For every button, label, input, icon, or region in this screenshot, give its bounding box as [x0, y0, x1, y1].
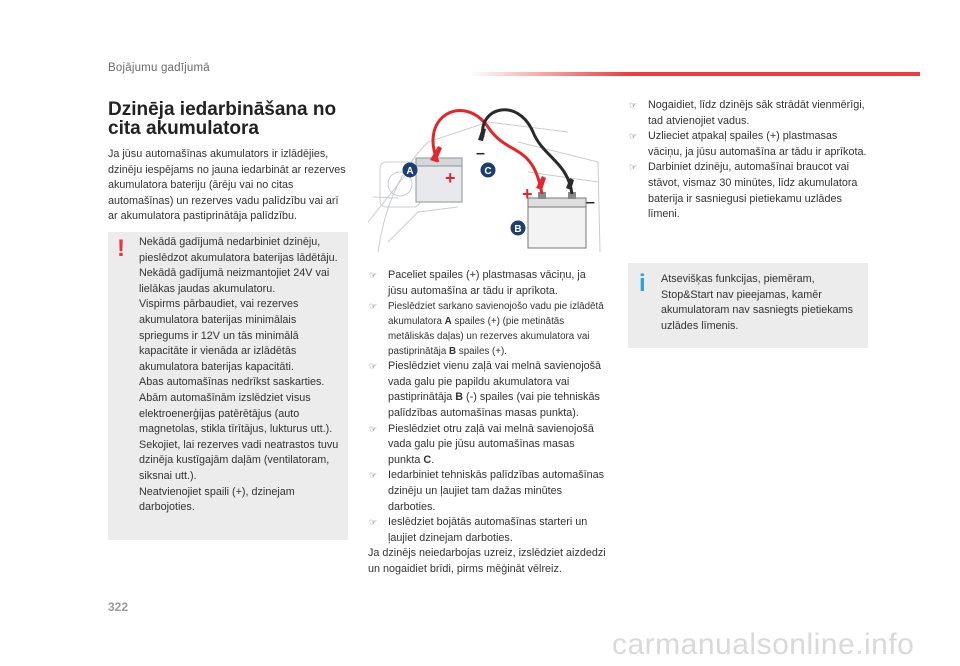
- pointing-hand-icon: ☞: [369, 361, 378, 372]
- warning-line: Neatvienojiet spaili (+), dzinejam darbojoties.: [139, 485, 295, 514]
- minus-sign: –: [476, 145, 485, 162]
- pointing-hand-icon: ☞: [369, 423, 378, 434]
- step-text: Nogaidiet, līdz dzinējs sāk strādāt vienmērīgi, tad atvienojiet vadus.: [648, 99, 865, 127]
- minus-sign: –: [586, 194, 595, 211]
- info-box: [628, 263, 868, 348]
- label-c-badge: [481, 163, 496, 178]
- step-text: .: [431, 453, 435, 466]
- jump-start-illustration: [368, 102, 606, 262]
- pointing-hand-icon: ☞: [629, 162, 638, 173]
- label-a-badge: [403, 163, 418, 178]
- warning-text: [139, 235, 344, 516]
- svg-text:B: B: [514, 224, 522, 235]
- step-item: [628, 160, 868, 222]
- step-text: Paceliet spailes (+) plastmasas vāciņu, ja jūsu automašīna ar tādu ir aprīkota.: [388, 269, 586, 297]
- step-text: Darbiniet dzinēju, automašīnai braucot vai stāvot, vismaz 30 minūtes, līdz akumulatora baterija ir sasniegusi pietiekamu uzlādes līmeni.: [648, 161, 858, 221]
- page-number: 322: [108, 600, 129, 614]
- pointing-hand-icon: ☞: [369, 270, 378, 280]
- warning-line: Vispirms pārbaudiet, vai rezerves akumulatora baterijas minimālais spriegums ir 12V un tās minimālā kapacitāte ir vienāda ar izlādētās akumulatora baterijas kapacitāti.: [139, 298, 299, 373]
- step-text: Pieslēdziet vienu zaļā vai melnā savienojošā vada galu pie papildu akumulatora vai pastiprinātāja: [388, 360, 602, 404]
- section-intro: Ja jūsu automašīnas akumulators ir izlādējies, dzinēju iespējams no jauna iedarbināt ar rezerves akumulatora bateriju (ārēju vai no citas automašīnas) un rezerves vadu palīdzību vai arī ar akumulatora pastiprinātāja palīdzību.: [108, 148, 346, 223]
- donor-battery-icon: [528, 192, 586, 248]
- step-text: Pieslēdziet sarkano savienojošo vadu pie izlādētā akumulatora: [388, 301, 604, 328]
- plus-sign: +: [445, 168, 456, 188]
- step-text: Iedarbiniet tehniskās palīdzības automašīnas dzinēju un ļaujiet tam dažas minūtes darboties.: [388, 469, 605, 513]
- info-text: Atsevišķas funkcijas, piemēram, Stop&Start nav pieejamas, kamēr akumulatoram nav sasniegts pietiekams uzlādes līmenis.: [661, 273, 854, 332]
- step-item: [368, 468, 606, 515]
- warning-line: Abām automašīnām izslēdziet visus elektroenerģijas patērētājus (auto magnetolas, stikla tīrītājus, lukturus utt.).: [139, 391, 333, 436]
- step-item: [368, 359, 606, 421]
- section-title: Dzinēja iedarbināšana no cita akumulatora: [108, 99, 337, 139]
- warning-line: Abas automašīnas nedrīkst saskarties.: [139, 376, 325, 389]
- procedure-steps-right: [628, 98, 868, 223]
- site-watermark: carmanualsonline.info: [612, 628, 915, 661]
- running-header: Bojājumu gadījumā: [108, 62, 210, 74]
- warning-line: Sekojiet, lai rezerves vadi neatrastos tuvu dzinēja kustīgajām daļām (ventilatoram, siksnai utt.).: [139, 438, 339, 482]
- step-text: Ieslēdziet bojātās automašīnas starteri un ļaujiet dzinejam darboties.: [388, 516, 588, 544]
- pointing-hand-icon: ☞: [369, 470, 378, 481]
- pointing-hand-icon: ☞: [629, 131, 638, 142]
- engine-bay-drawing: [368, 102, 606, 262]
- label-ref: B: [449, 346, 457, 358]
- label-b-badge: [511, 221, 526, 236]
- warning-line: Nekādā gadījumā neizmantojiet 24V vai lielākas jaudas akumulatoru.: [139, 267, 330, 295]
- retry-note: Ja dzinējs neiedarbojas uzreiz, izslēdziet aizdedzi un nogaidiet brīdi, pirms mēģināt vēlreiz.: [368, 547, 606, 575]
- step-item: [368, 422, 606, 469]
- step-item: [368, 299, 606, 359]
- step-text: Pieslēdziet otru zaļā vai melnā savienojošā vada galu pie jūsu automašīnas masas punkta: [388, 422, 594, 466]
- warning-box: [108, 232, 348, 540]
- step-text: spailes (+) (pie metinātās metāliskās daļas) un rezerves akumulatora vai pastiprinātāja: [388, 316, 590, 358]
- svg-text:A: A: [406, 166, 414, 177]
- pointing-hand-icon: ☞: [629, 100, 638, 110]
- label-ref: C: [423, 453, 432, 466]
- label-ref: A: [444, 316, 452, 328]
- step-item: [628, 98, 868, 129]
- info-icon: i: [639, 270, 646, 297]
- plus-sign: +: [522, 184, 533, 204]
- step-text: spailes (+).: [456, 346, 507, 358]
- warning-exclamation-icon: !: [117, 235, 125, 262]
- svg-text:C: C: [484, 166, 492, 177]
- step-item: [628, 129, 868, 160]
- step-item: [368, 268, 606, 299]
- header-accent-rule: [470, 72, 920, 76]
- step-text: (-) spailes (vai pie tehniskās palīdzības automašīnas masas punkta).: [388, 391, 600, 419]
- label-ref: B: [455, 391, 464, 404]
- warning-line: Nekādā gadījumā nedarbiniet dzinēju, pieslēdzot akumulatora baterijas lādētāju.: [139, 236, 338, 264]
- step-item: [368, 515, 606, 546]
- step-text: Uzlieciet atpakaļ spailes (+) plastmasas vāciņu, ja jūsu automašīna ar tādu ir aprīkota.: [648, 130, 867, 158]
- pointing-hand-icon: ☞: [369, 301, 378, 312]
- procedure-steps-middle: [368, 268, 606, 578]
- pointing-hand-icon: ☞: [369, 517, 378, 528]
